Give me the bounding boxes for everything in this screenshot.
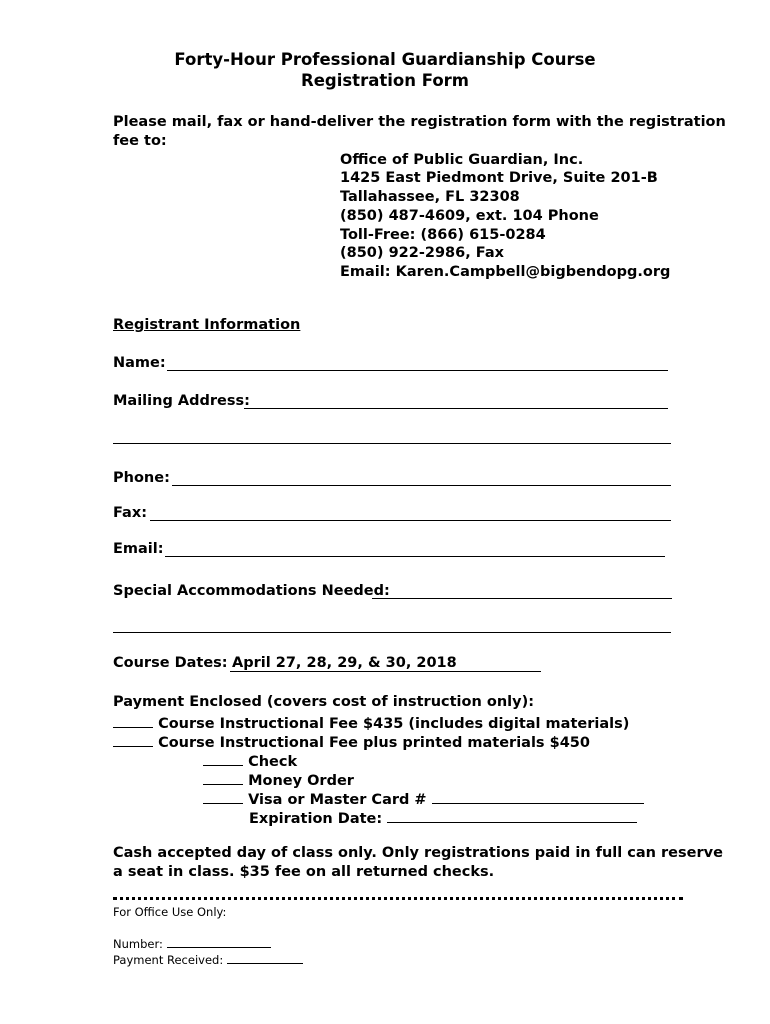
office-number-field[interactable] [167, 936, 271, 948]
payment-option-digital-blank[interactable] [113, 713, 153, 728]
payment-check-blank[interactable] [203, 751, 243, 766]
form-title-line1: Forty-Hour Professional Guardianship Course [174, 50, 596, 69]
special-accommodations-field-line2[interactable] [113, 632, 671, 633]
payment-money-order[interactable] [203, 770, 354, 789]
payment-option-printed-label: Course Instructional Fee plus printed materials $450 [158, 735, 590, 751]
course-dates-underline [230, 671, 541, 672]
office-payment-field[interactable] [227, 952, 303, 964]
intro-line2: fee to: [113, 133, 167, 149]
payment-option-printed[interactable] [113, 732, 590, 751]
form-title-line2: Registration Form [301, 71, 469, 90]
mailing-address-field-line2[interactable] [113, 443, 671, 444]
expiration-label: Expiration Date: [249, 811, 383, 827]
phone-label: Phone: [113, 470, 170, 486]
name-field[interactable] [167, 370, 668, 371]
email-label: Email: [113, 541, 164, 557]
office-number-row [113, 936, 271, 951]
address-street: 1425 East Piedmont Drive, Suite 201-B [340, 170, 658, 186]
phone-field[interactable] [172, 485, 671, 486]
payment-option-printed-blank[interactable] [113, 732, 153, 747]
expiration-row [249, 808, 637, 827]
fax-field[interactable] [150, 520, 671, 521]
dotted-divider [113, 897, 683, 900]
course-dates-value: April 27, 28, 29, & 30, 2018 [232, 655, 457, 671]
email-field[interactable] [165, 556, 665, 557]
payment-money-order-label: Money Order [248, 773, 354, 789]
payment-check-label: Check [248, 754, 298, 770]
payment-heading: Payment Enclosed (covers cost of instruction only): [113, 694, 534, 710]
office-payment-label: Payment Received: [113, 953, 224, 967]
notice-line2: a seat in class. $35 fee on all returned checks. [113, 864, 495, 880]
payment-card-label: Visa or Master Card # [248, 792, 427, 808]
office-payment-row [113, 952, 303, 967]
address-city: Tallahassee, FL 32308 [340, 189, 520, 205]
payment-option-digital[interactable] [113, 713, 629, 732]
notice-line1: Cash accepted day of class only. Only registrations paid in full can reserve [113, 845, 723, 861]
address-email: Email: Karen.Campbell@bigbendopg.org [340, 264, 671, 280]
fax-label: Fax: [113, 505, 147, 521]
address-phone: (850) 487-4609, ext. 104 Phone [340, 208, 599, 224]
office-use-heading: For Office Use Only: [113, 905, 227, 919]
address-tollfree: Toll-Free: (866) 615-0284 [340, 227, 546, 243]
card-number-field[interactable] [432, 789, 644, 804]
special-accommodations-field[interactable] [372, 598, 672, 599]
special-accommodations-label: Special Accommodations Needed: [113, 583, 390, 599]
mailing-address-label: Mailing Address: [113, 393, 250, 409]
registrant-heading: Registrant Information [113, 317, 301, 333]
payment-check[interactable] [203, 751, 297, 770]
address-fax: (850) 922-2986, Fax [340, 245, 504, 261]
name-label: Name: [113, 355, 166, 371]
mailing-address-field[interactable] [244, 408, 668, 409]
payment-card-blank[interactable] [203, 789, 243, 804]
office-number-label: Number: [113, 937, 163, 951]
payment-money-order-blank[interactable] [203, 770, 243, 785]
expiration-date-field[interactable] [387, 808, 637, 823]
intro-line1: Please mail, fax or hand-deliver the registration form with the registration [113, 114, 726, 130]
payment-option-digital-label: Course Instructional Fee $435 (includes digital materials) [158, 716, 630, 732]
course-dates-label: Course Dates: [113, 655, 228, 671]
address-org: Office of Public Guardian, Inc. [340, 152, 584, 168]
payment-card[interactable] [203, 789, 644, 808]
